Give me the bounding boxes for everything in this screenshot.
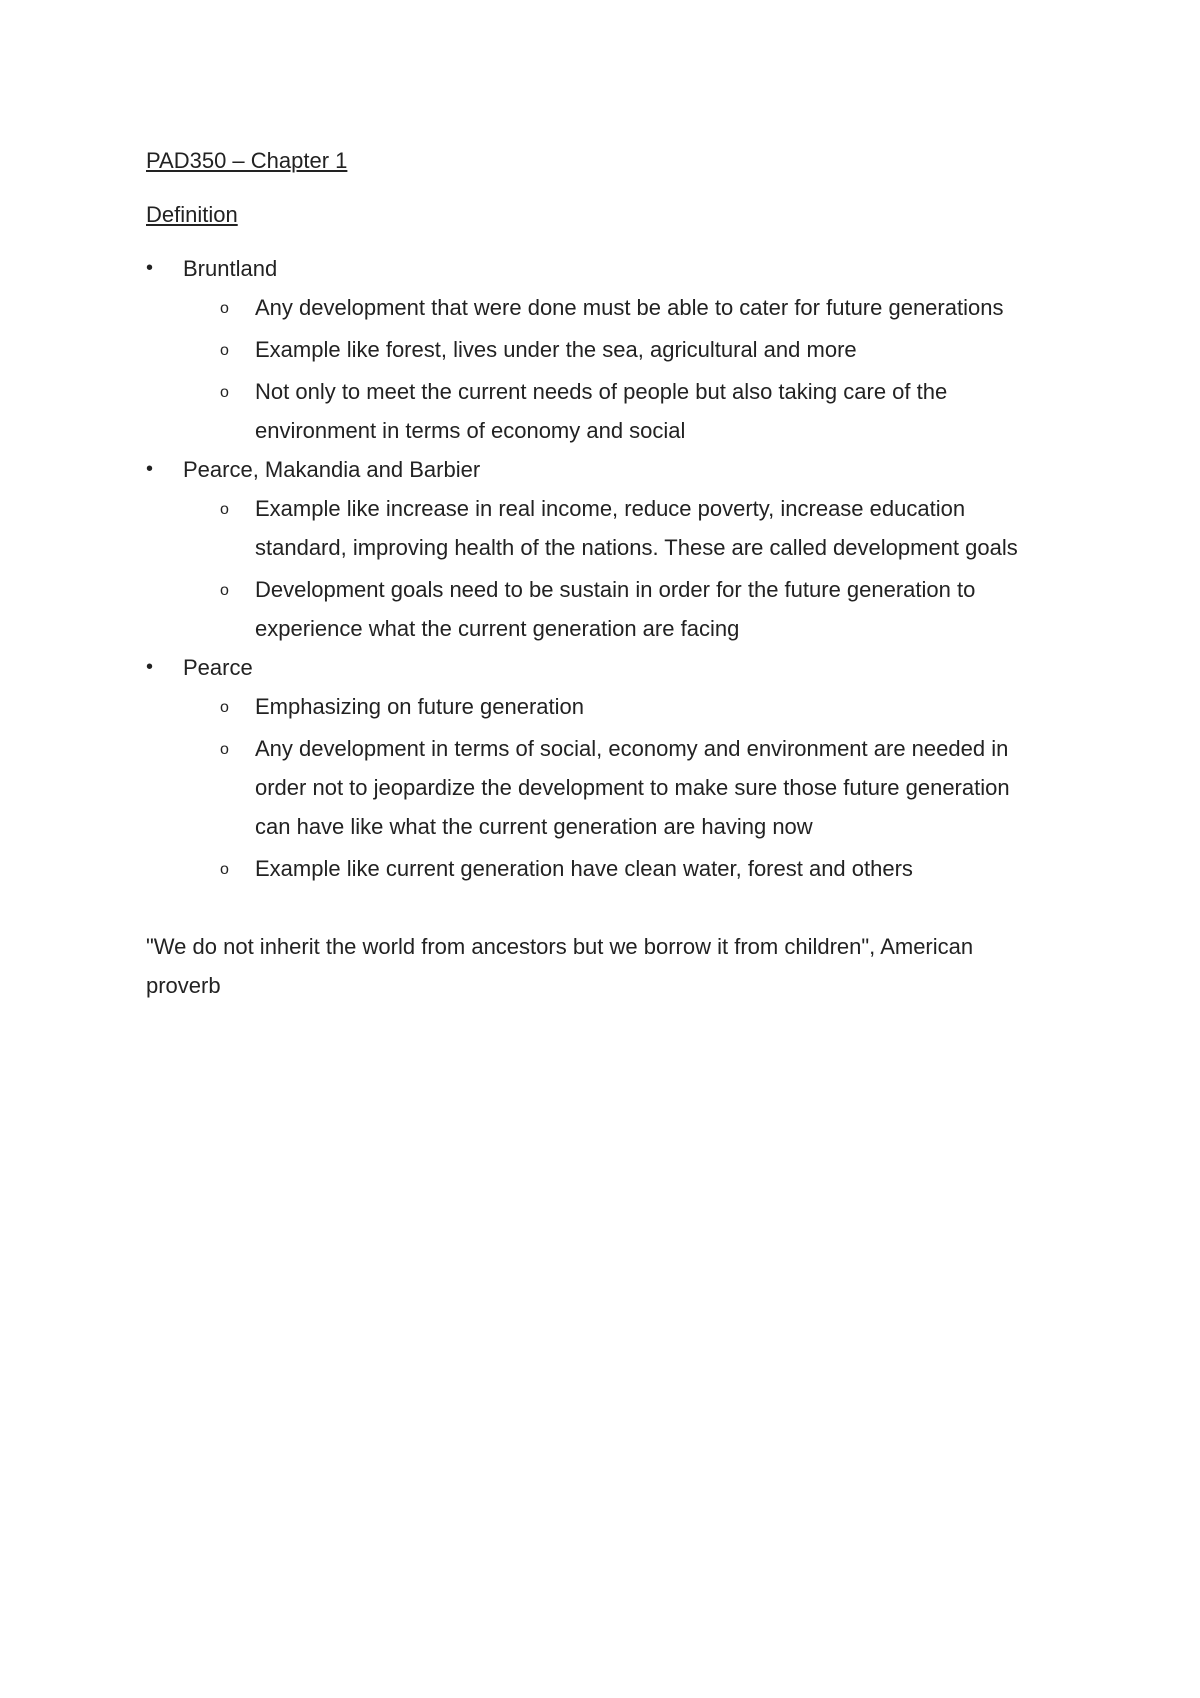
sub-bullet-icon: o	[220, 384, 229, 401]
sub-list-item	[146, 687, 1046, 726]
definition-item-label: Pearce	[183, 655, 253, 680]
sub-list-item-text: Example like increase in real income, reduce poverty, increase education standard, improving health of the nations. These are called development goals	[255, 496, 1018, 560]
sub-list	[183, 288, 1046, 450]
sub-list-item-text: Emphasizing on future generation	[255, 694, 584, 719]
sub-list-item	[146, 288, 1046, 327]
definition-item-bruntland	[146, 249, 1046, 450]
document-title: PAD350 – Chapter 1	[146, 148, 348, 173]
sub-bullet-icon: o	[220, 300, 229, 317]
sub-bullet-icon: o	[220, 501, 229, 518]
definition-item-pearce	[146, 648, 1046, 888]
sub-list-item	[146, 372, 1046, 450]
sub-list-item-text: Example like current generation have clean water, forest and others	[255, 856, 913, 881]
sub-list	[183, 687, 1046, 888]
sub-list-item	[146, 489, 1046, 567]
sub-list-item-text: Development goals need to be sustain in order for the future generation to experience what the current generation are facing	[255, 577, 976, 641]
sub-list	[183, 489, 1046, 648]
bullet-icon: •	[146, 656, 154, 678]
sub-list-item-text: Example like forest, lives under the sea, agricultural and more	[255, 337, 857, 362]
sub-list-item	[146, 729, 1046, 846]
definition-item-label: Bruntland	[183, 256, 278, 281]
sub-bullet-icon: o	[220, 582, 229, 599]
sub-list-item-text: Not only to meet the current needs of people but also taking care of the environment in terms of economy and social	[255, 379, 948, 443]
sub-list-item-text: Any development in terms of social, economy and environment are needed in order not to jeopardize the development to make sure those future generation can have like what the current generation are having now	[255, 736, 1010, 839]
sub-bullet-icon: o	[220, 741, 229, 758]
definition-item-label: Pearce, Makandia and Barbier	[183, 457, 481, 482]
bullet-icon: •	[146, 257, 154, 279]
definition-list	[146, 249, 1046, 888]
sub-bullet-icon: o	[220, 342, 229, 359]
bullet-icon: •	[146, 458, 154, 480]
sub-list-item-text: Any development that were done must be able to cater for future generations	[255, 295, 1004, 320]
sub-list-item	[146, 570, 1046, 648]
definition-item-pearce-makandia-barbier	[146, 450, 1046, 648]
sub-bullet-icon: o	[220, 699, 229, 716]
sub-list-item	[146, 330, 1046, 369]
document-content	[146, 141, 1046, 1005]
sub-bullet-icon: o	[220, 861, 229, 878]
section-heading-definition: Definition	[146, 202, 238, 227]
quote-paragraph: "We do not inherit the world from ancestors but we borrow it from children", American proverb	[146, 934, 974, 998]
sub-list-item	[146, 849, 1046, 888]
